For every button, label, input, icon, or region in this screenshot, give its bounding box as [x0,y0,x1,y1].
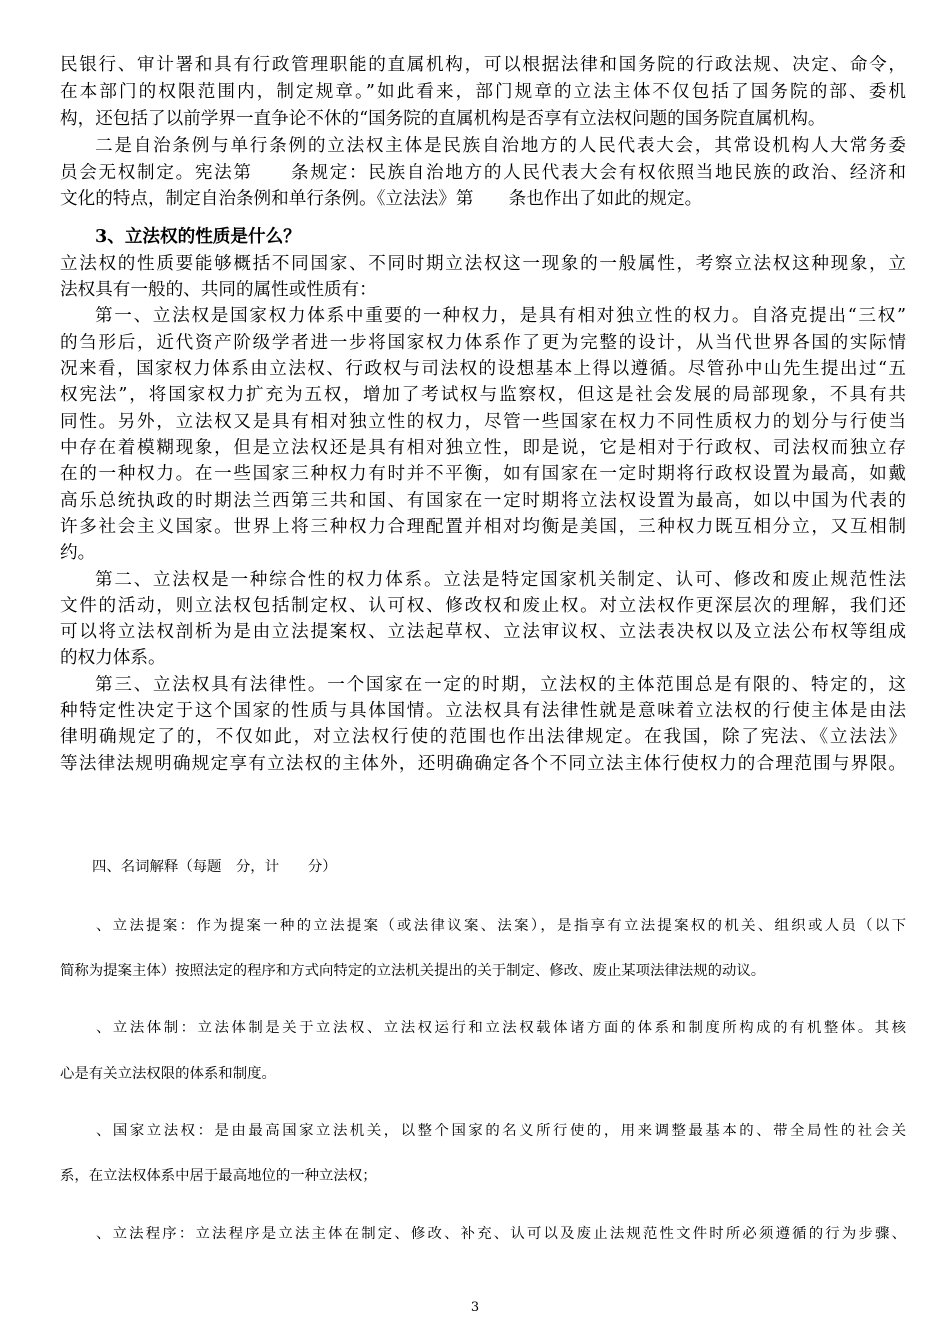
paragraph-line: 的权力体系。 [60,648,166,668]
paragraph-line: 约。 [60,543,96,563]
paragraph-line: 第一、立法权是国家权力体系中重要的一种权力，是具有相对独立性的权力。自洛克提出“三权” [95,306,906,326]
paragraph-line: 第三、立法权具有法律性。一个国家在一定的时期，立法权的主体范围总是有限的、特定的，这 [95,675,906,695]
paragraph-line: 民银行、审计署和具有行政管理职能的直属机构，可以根据法律和国务院的行政法规、决定、命令， [60,55,906,75]
paragraph-line: 在本部门的权限范围内，制定规章。”如此看来，部门规章的立法主体不仅包括了国务院的部、委机 [60,82,906,102]
paragraph-line: 文件的活动，则立法权包括制定权、认可权、修改权和废止权。对立法权作更深层次的理解，我们还 [60,596,906,616]
paragraph-line: 的刍形后，近代资产阶级学者进一步将国家权力体系作了更为完整的设计，从当代世界各国的实际情 [60,333,906,353]
term-definition-line: 、国家立法权：是由最高国家立法机关，以整个国家的名义所行使的，用来调整最基本的、带全局性的社会关 [96,1123,906,1139]
paragraph-line: 在的一种权力。在一些国家三种权力有时并不平衡，如有国家在一定时期将行政权设置为最高，如戴 [60,464,906,484]
paragraph-line: 第二、立法权是一种综合性的权力体系。立法是特定国家机关制定、认可、修改和废止规范性法 [95,570,906,590]
page-number: 3 [470,1300,480,1315]
paragraph-line: 等法律法规明确规定享有立法权的主体外，还明确确定各个不同立法主体行使权力的合理范围与界限。 [60,754,906,774]
section-title: 四、名词解释（每题 分，计 分） [92,859,337,875]
paragraph-line: 员会无权制定。宪法第 条规定：民族自治地方的人民代表大会有权依照当地民族的政治、经济和 [60,163,906,183]
paragraph-line: 可以将立法权剖析为是由立法提案权、立法起草权、立法审议权、立法表决权以及立法公布权等组成 [60,622,906,642]
paragraph-line: 构，还包括了以前学界一直争论不休的“国务院的直属机构是否享有立法权问题的国务院直属机构。 [60,109,826,129]
term-definition-line: 、立法提案：作为提案一种的立法提案（或法律议案、法案），是指享有立法提案权的机关、组织或人员（以下 [96,918,906,934]
term-definition-line: 系，在立法权体系中居于最高地位的一种立法权； [60,1168,377,1184]
paragraph-line: 同性。另外，立法权又是具有相对独立性的权力，尽管一些国家在权力不同性质权力的划分与行使当 [60,412,906,432]
term-definition-line: 、立法程序：立法程序是立法主体在制定、修改、补充、认可以及废止法规范性文件时所必须遵循的行为步骤、 [96,1226,906,1242]
paragraph-line: 法权具有一般的、共同的属性或性质有： [60,280,377,300]
paragraph-line: 权宪法”，将国家权力扩充为五权，增加了考试权与监察权，但这是社会发展的局部现象，不具有共 [60,385,906,405]
paragraph-line: 高乐总统执政的时期法兰西第三共和国、有国家在一定时期将立法权设置为最高，如以中国为代表的 [60,491,906,511]
paragraph-line: 律明确规定了的，不仅如此，对立法权行使的范围也作出法律规定。在我国，除了宪法、《立法法》 [60,727,906,747]
paragraph-line: 二是自治条例与单行条例的立法权主体是民族自治地方的人民代表大会，其常设机构人大常务委 [95,136,906,156]
term-definition-line: 简称为提案主体）按照法定的程序和方式向特定的立法机关提出的关于制定、修改、废止某项法律法规的动议。 [60,963,766,979]
term-definition-line: 、立法体制：立法体制是关于立法权、立法权运行和立法权载体诸方面的体系和制度所构成的有机整体。其核 [96,1020,906,1036]
term-definition-line: 心是有关立法权限的体系和制度。 [60,1066,276,1082]
section-heading: 3、立法权的性质是什么？ [95,226,301,247]
paragraph-line: 中存在着模糊现象，但是立法权还是具有相对独立性，即是说，它是相对于行政权、司法权而独立存 [60,438,906,458]
paragraph-line: 许多社会主义国家。世界上将三种权力合理配置并相对均衡是美国，三种权力既互相分立，又互相制 [60,517,906,537]
paragraph-line: 文化的特点，制定自治条例和单行条例。《立法法》第 条也作出了如此的规定。 [60,189,703,209]
paragraph-line: 种特定性决定于这个国家的性质与具体国情。立法权具有法律性就是意味着立法权的行使主体是由法 [60,701,906,721]
paragraph-line: 况来看，国家权力体系由立法权、行政权与司法权的设想基本上得以遵循。尽管孙中山先生提出过“五 [60,359,906,379]
paragraph-line: 立法权的性质要能够概括不同国家、不同时期立法权这一现象的一般属性，考察立法权这种现象，立 [60,254,906,274]
